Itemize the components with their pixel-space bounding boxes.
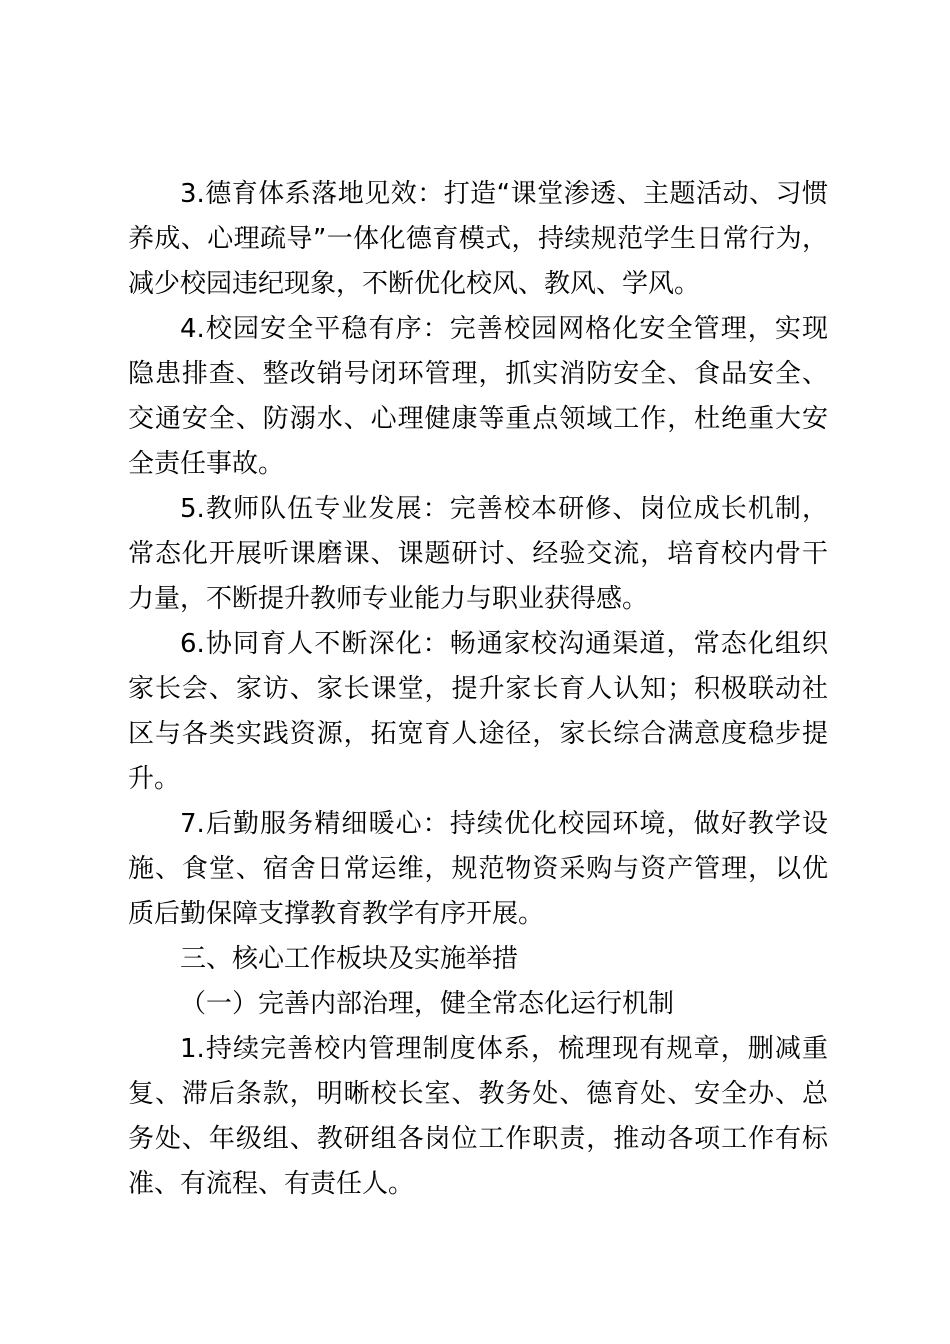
section-heading-core-work: 三、核心工作板块及实施举措 (180, 944, 519, 974)
paragraph-management-system: 1.持续完善校内管理制度体系，梳理现有规章，删减重复、滞后条款，明晰校长室、教务处、德育处、安全办、总务处、年级组、教研组各岗位工作职责，推动各项工作有标准、有流程、有责任人。 (128, 1034, 828, 1199)
paragraph-campus-safety: 4.校园安全平稳有序：完善校园网格化安全管理，实现隐患排查、整改销号闭环管理，抓实消防安全、食品安全、交通安全、防溺水、心理健康等重点领域工作，杜绝重大安全责任事故。 (128, 314, 828, 479)
document-body (128, 172, 828, 1207)
subsection-heading-internal-governance: （一）完善内部治理，健全常态化运行机制 (180, 989, 675, 1019)
paragraph-teacher-development: 5.教师队伍专业发展：完善校本研修、岗位成长机制，常态化开展听课磨课、课题研讨、经验交流，培育校内骨干力量，不断提升教师专业能力与职业获得感。 (128, 494, 828, 614)
paragraph-logistics-service: 7.后勤服务精细暖心：持续优化校园环境，做好教学设施、食堂、宿舍日常运维，规范物资采购与资产管理，以优质后勤保障支撑教育教学有序开展。 (128, 809, 828, 929)
paragraph-moral-education: 3.德育体系落地见效：打造“课堂渗透、主题活动、习惯养成、心理疏导”一体化德育模式，持续规范学生日常行为，减少校园违纪现象，不断优化校风、教风、学风。 (128, 179, 828, 299)
paragraph-collaborative-education: 6.协同育人不断深化：畅通家校沟通渠道，常态化组织家长会、家访、家长课堂，提升家长育人认知；积极联动社区与各类实践资源，拓宽育人途径，家长综合满意度稳步提升。 (128, 629, 828, 794)
